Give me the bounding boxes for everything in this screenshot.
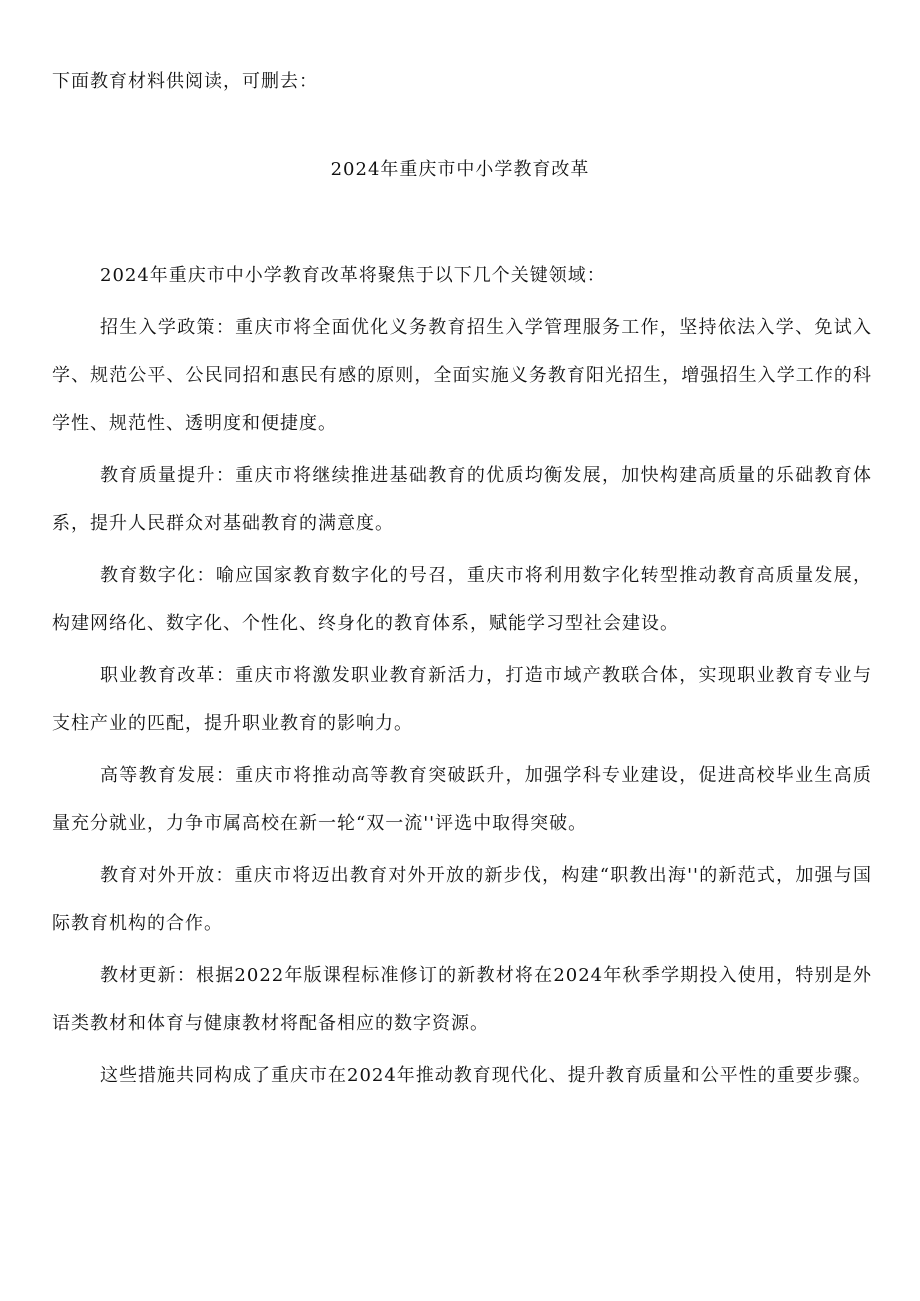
paragraph-intro: 2024年重庆市中小学教育改革将聚焦于以下几个关键领域： [100, 265, 606, 286]
paragraph-textbook-update: 教材更新：根据2022年版课程标准修订的新教材将在2024年秋季学期投入使用，特别是外语类教材和体育与健康教材将配备相应的数字资源。 [52, 965, 872, 1034]
paragraph-admission-policy: 招生入学政策：重庆市将全面优化义务教育招生入学管理服务工作，坚持依法入学、免试入学、规范公平、公民同招和惠民有感的原则，全面实施义务教育阳光招生，增强招生入学工作的科学性、规范性、透明度和便捷度。 [52, 317, 872, 434]
document-body [52, 252, 872, 1104]
paragraph-conclusion: 这些措施共同构成了重庆市在2024年推动教育现代化、提升教育质量和公平性的重要步骤。 [100, 1065, 872, 1086]
paragraph-higher-education: 高等教育发展：重庆市将推动高等教育突破跃升，加强学科专业建设，促进高校毕业生高质量充分就业，力争市属高校在新一轮“双一流''评选中取得突破。 [52, 765, 872, 834]
reading-note: 下面教育材料供阅读，可删去： [52, 71, 318, 92]
paragraph-quality-improvement: 教育质量提升：重庆市将继续推进基础教育的优质均衡发展，加快构建高质量的乐础教育体系，提升人民群众对基础教育的满意度。 [52, 465, 872, 534]
paragraph-digitalization: 教育数字化：喻应国家教育数字化的号召，重庆市将利用数字化转型推动教育高质量发展，构建网络化、数字化、个性化、终身化的教育体系，赋能学习型社会建设。 [52, 565, 872, 634]
document-title: 2024年重庆市中小学教育改革 [330, 159, 590, 180]
paragraph-vocational-reform: 职业教育改革：重庆市将激发职业教育新活力，打造市域产教联合体，实现职业教育专业与支柱产业的匹配，提升职业教育的影响力。 [52, 665, 872, 734]
paragraph-opening-up: 教育对外开放：重庆市将迈出教育对外开放的新步伐，构建“职教出海''的新范式，加强与国际教育机构的合作。 [52, 865, 872, 934]
